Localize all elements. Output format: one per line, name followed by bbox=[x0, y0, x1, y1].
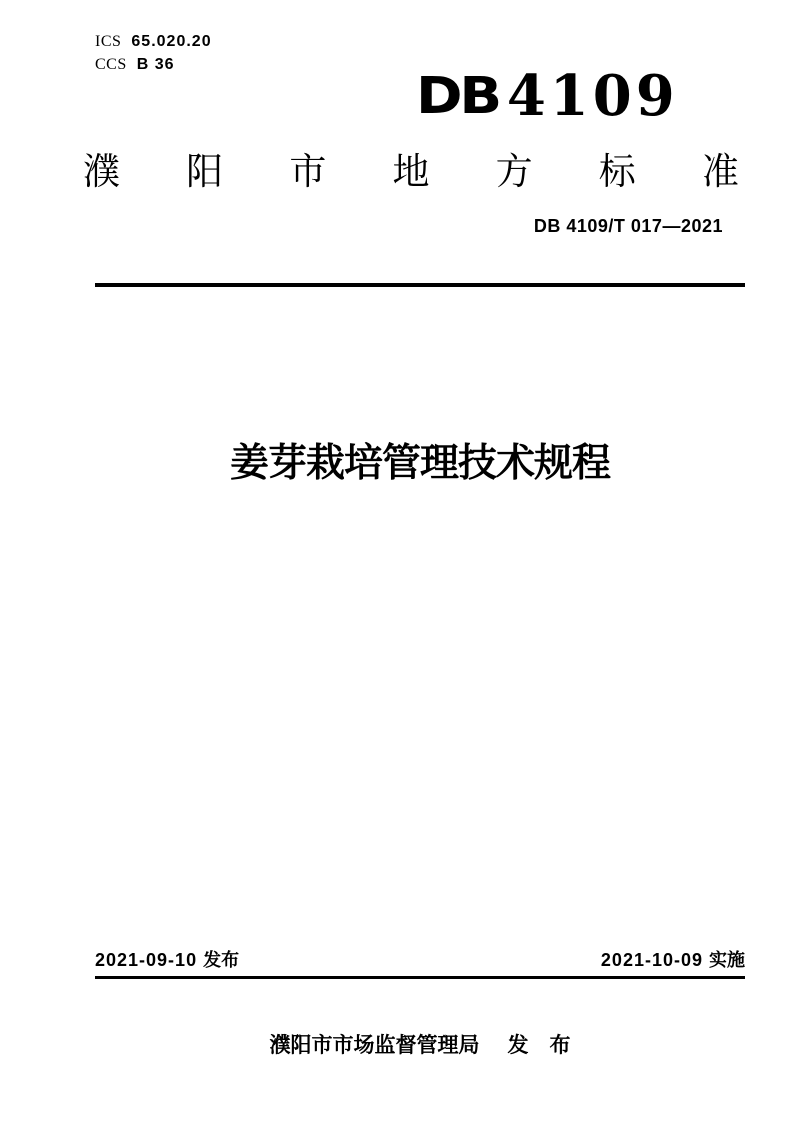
standard-name-char: 市 bbox=[289, 151, 327, 192]
standard-name-char: 地 bbox=[392, 151, 430, 192]
standard-name-char: 方 bbox=[495, 151, 533, 192]
publish-label: 发布 bbox=[203, 950, 240, 970]
document-title: 姜芽栽培管理技术规程 bbox=[229, 442, 610, 485]
issue-word: 发 布 bbox=[507, 1034, 571, 1057]
standard-name-char: 标 bbox=[598, 151, 636, 192]
issuer-row bbox=[95, 1029, 745, 1059]
publish-date: 2021-09-10 bbox=[95, 950, 198, 970]
publish-date-block bbox=[95, 949, 239, 971]
standard-name-char: 准 bbox=[701, 151, 739, 192]
document-number: DB 4109/T 017—2021 bbox=[533, 216, 723, 236]
ics-value: 65.020.20 bbox=[131, 33, 212, 50]
standard-name-char: 阳 bbox=[186, 151, 224, 192]
issuer-name: 濮阳市市场监督管理局 bbox=[269, 1034, 480, 1057]
logo-region-number: 4109 bbox=[506, 63, 679, 129]
ccs-code-row bbox=[95, 53, 212, 76]
dates-row bbox=[95, 949, 745, 971]
standard-name-row bbox=[83, 151, 739, 193]
classification-codes bbox=[95, 30, 212, 76]
db-standard-logo bbox=[416, 63, 679, 129]
header-divider-line bbox=[95, 283, 745, 287]
ccs-label: CCS bbox=[95, 56, 127, 73]
standard-name-char: 濮 bbox=[83, 151, 120, 192]
implement-date: 2021-10-09 bbox=[600, 950, 703, 970]
implement-label: 实施 bbox=[709, 950, 745, 970]
ics-label: ICS bbox=[95, 33, 122, 50]
ccs-value: B 36 bbox=[136, 56, 175, 73]
footer-divider-line bbox=[95, 976, 745, 979]
ics-code-row bbox=[95, 30, 212, 53]
logo-db-prefix: DB bbox=[416, 67, 499, 126]
implement-date-block bbox=[601, 949, 745, 971]
